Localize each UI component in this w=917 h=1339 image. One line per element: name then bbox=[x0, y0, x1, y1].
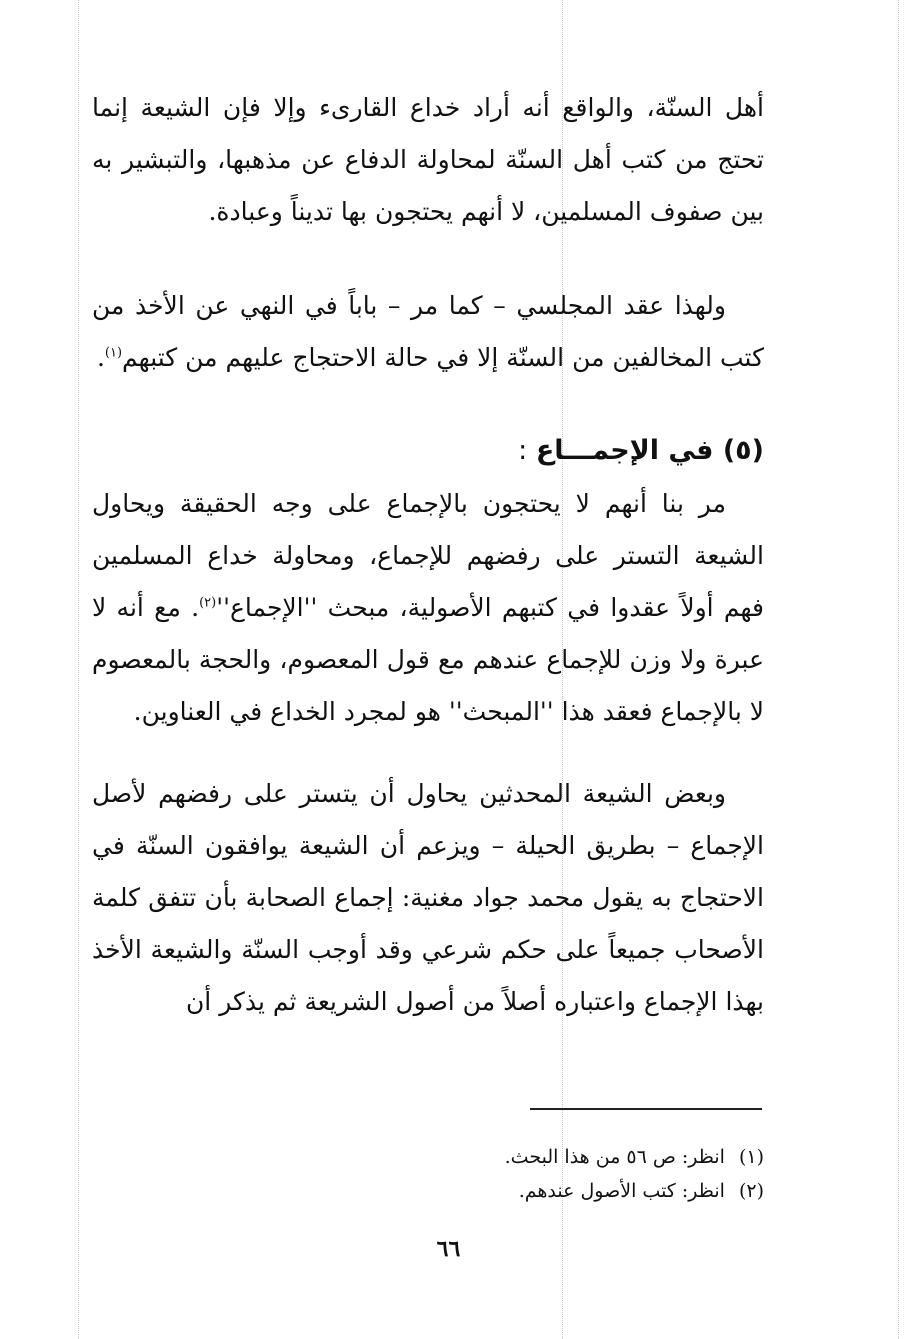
paragraph-mughniyya: وبعض الشيعة المحدثين يحاول أن يتستر على رفضهم لأصل الإجماع – بطريق الحيلة – ويزعم أن الشيعة يوافقون السنّة في الاحتجاج به يقول محمد جواد مغنية: إجماع الصحابة بأن تتفق كلمة الأصحاب جميعاً على حكم شرعي وقد أوجب السنّة والشيعة الأخذ بهذا الإجماع واعتباره أصلاً من أصول الشريعة ثم يذكر أن bbox=[92, 779, 764, 1016]
section-title-text: (٥) في الإجمـــاع bbox=[535, 435, 764, 466]
footnote-ref-1: (١) bbox=[104, 345, 123, 361]
paragraph-ahl-sunna: أهل السنّة، والواقع أنه أراد خداع القارىء وإلا فإن الشيعة إنما تحتج من كتب أهل السنّة لمحاولة الدفاع عن مذهبها، والتبشير به بين صفوف المسلمين، لا أنهم يحتجون بها تديناً وعبادة. bbox=[92, 93, 764, 226]
paragraph-ijma-part-b: . مع أنه لا عبرة ولا وزن للإجماع عندهم مع قول المعصوم، والحجة بالمعصوم لا بالإجماع فعقد هذا ''المبحث'' هو لمجرد الخداع في العناوين. bbox=[92, 593, 764, 726]
paragraph-ijma bbox=[92, 478, 764, 738]
paragraph-majlisi bbox=[92, 280, 764, 384]
scan-artifact-line bbox=[78, 0, 79, 1339]
paragraph-majlisi-end: . bbox=[96, 343, 105, 372]
paragraph-ijma-part-a: مر بنا أنهم لا يحتجون بالإجماع على وجه الحقيقة ويحاول الشيعة التستر على رفضهم للإجماع، ومحاولة خداع المسلمين فهم أولاً عقدوا في كتبهم الأصولية، مبحث ''الإجماع'' bbox=[92, 489, 764, 622]
footnote-text: انظر: كتب الأصول عندهم. bbox=[518, 1180, 725, 1202]
footnote-ref-2: (٢) bbox=[199, 595, 217, 611]
footnote-number: (١) bbox=[738, 1146, 764, 1168]
footnote-1 bbox=[300, 1140, 764, 1174]
footnote-text: انظر: ص ٥٦ من هذا البحث. bbox=[504, 1146, 725, 1168]
footnotes bbox=[300, 1140, 764, 1208]
page-body bbox=[92, 82, 764, 1028]
paragraph-majlisi-text: ولهذا عقد المجلسي – كما مر – باباً في النهي عن الأخذ من كتب المخالفين من السنّة إلا في حالة الاحتجاج عليهم من كتبهم bbox=[92, 291, 764, 372]
footnote-number: (٢) bbox=[738, 1180, 764, 1202]
section-title-colon: : bbox=[518, 435, 536, 466]
page-number: ٦٦ bbox=[436, 1236, 461, 1262]
section-title-ijma bbox=[92, 424, 764, 478]
footnote-separator bbox=[530, 1108, 762, 1110]
scan-artifact-line bbox=[898, 0, 899, 1339]
footnote-2 bbox=[300, 1174, 764, 1208]
